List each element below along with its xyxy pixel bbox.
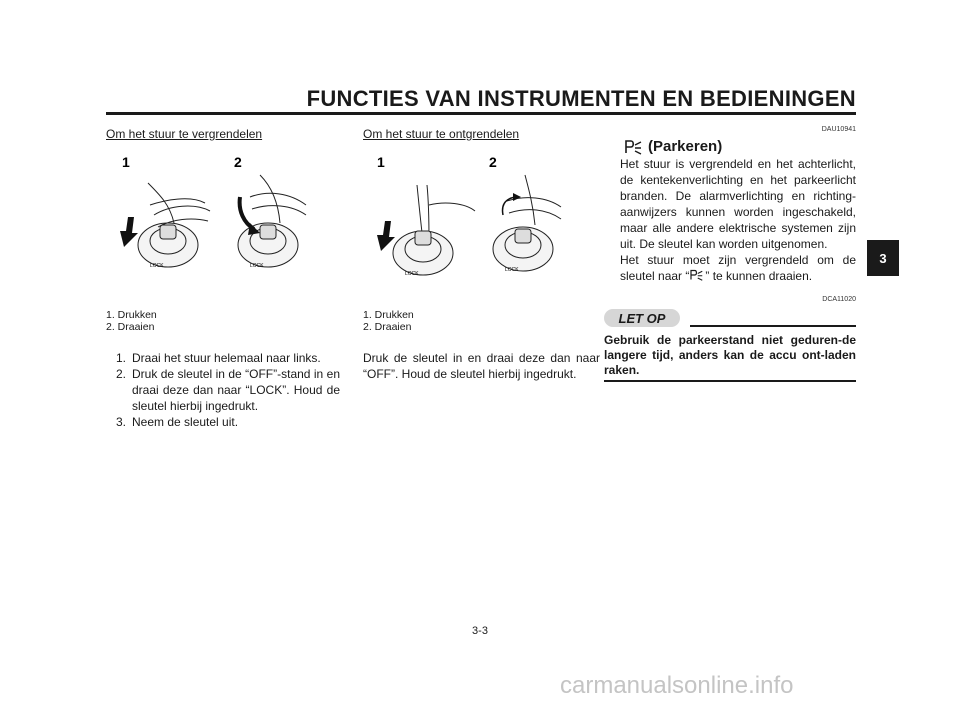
step-text: Neem de sleutel uit.: [132, 415, 239, 429]
unlock-paragraph: Druk de sleutel in en draai deze dan naar “OFF”. Houd de sleutel hierbij ingedrukt.: [363, 351, 600, 381]
press-arrow-icon: [120, 217, 138, 247]
ignition-switch-right: [493, 175, 561, 271]
ignition-switch-left: [138, 183, 210, 267]
ignition-switch-right: [238, 175, 306, 267]
ignition-switch-left: [393, 185, 475, 275]
lock-heading: Om het stuur te vergrendelen: [106, 127, 263, 141]
step-number: 3.: [115, 415, 126, 429]
lock-steps: [106, 350, 340, 430]
parking-p-icon: [624, 139, 644, 155]
figure-captions: [363, 309, 414, 333]
lock-label: LOCK: [150, 263, 164, 269]
figure-label-1: 1: [377, 154, 385, 170]
lock-label: LOCK: [250, 263, 264, 269]
step-item: [106, 350, 340, 366]
chapter-tab: 3: [867, 240, 899, 276]
lock-label: LOCK: [505, 267, 519, 273]
notice-badge: LET OP: [604, 309, 680, 327]
caption-item: 2. Draaien: [106, 321, 155, 333]
parking-text-before: Het stuur moet zijn vergrendeld om de sleutel naar “: [620, 253, 856, 283]
parking-title: (Parkeren): [648, 138, 723, 155]
parking-p-icon: [689, 269, 705, 281]
caption-item: 1. Drukken: [106, 309, 157, 321]
figure-label-2: 2: [234, 154, 242, 170]
notice-text: Gebruik de parkeerstand niet geduren-de langere tijd, anders kan de accu ont-laden raken.: [604, 333, 856, 377]
unlock-heading: Om het stuur te ontgrendelen: [363, 127, 520, 141]
figure-label-2: 2: [489, 154, 497, 170]
notice-rule-top: [690, 325, 856, 327]
lock-label: LOCK: [405, 271, 419, 277]
parking-paragraph: Het stuur is vergrendeld en het achterlicht, de kentekenverlichting en het parkeerlicht branden. De alarmverlichting en richting-aanwijzers kunnen worden ingeschakeld, maar alle andere elektrische systemen zijn uit. De sleutel kan worden uitgenomen.: [620, 157, 856, 251]
figure-captions: [106, 309, 157, 333]
parking-text-after: ” te kunnen draaien.: [705, 269, 813, 283]
parking-paragraph-2: [620, 252, 856, 284]
notice-rule-bottom: [604, 380, 856, 382]
step-text: Draai het stuur helemaal naar links.: [132, 351, 321, 365]
press-arrow-icon: [377, 221, 395, 251]
page-number: 3-3: [472, 625, 488, 637]
step-item: [106, 366, 340, 414]
caption-item: 1. Drukken: [363, 309, 414, 321]
step-item: [106, 414, 340, 430]
caption-item: 2. Draaien: [363, 321, 412, 333]
lock-figure: [110, 145, 310, 305]
step-number: 1.: [115, 351, 126, 365]
parking-title-row: [624, 138, 722, 155]
figure-label-1: 1: [122, 154, 130, 170]
unlock-figure: [365, 145, 565, 305]
step-number: 2.: [115, 367, 126, 381]
section-code: DAU10941: [821, 126, 856, 133]
watermark: carmanualsonline.info: [560, 672, 794, 699]
page-header-title: FUNCTIES VAN INSTRUMENTEN EN BEDIENINGEN: [306, 86, 856, 111]
notice-code: DCA11020: [822, 296, 856, 303]
header-rule: [106, 112, 856, 115]
step-text: Druk de sleutel in de “OFF”-stand in en draai deze dan naar “LOCK”. Houd de sleutel hierbij ingedrukt.: [132, 367, 340, 413]
